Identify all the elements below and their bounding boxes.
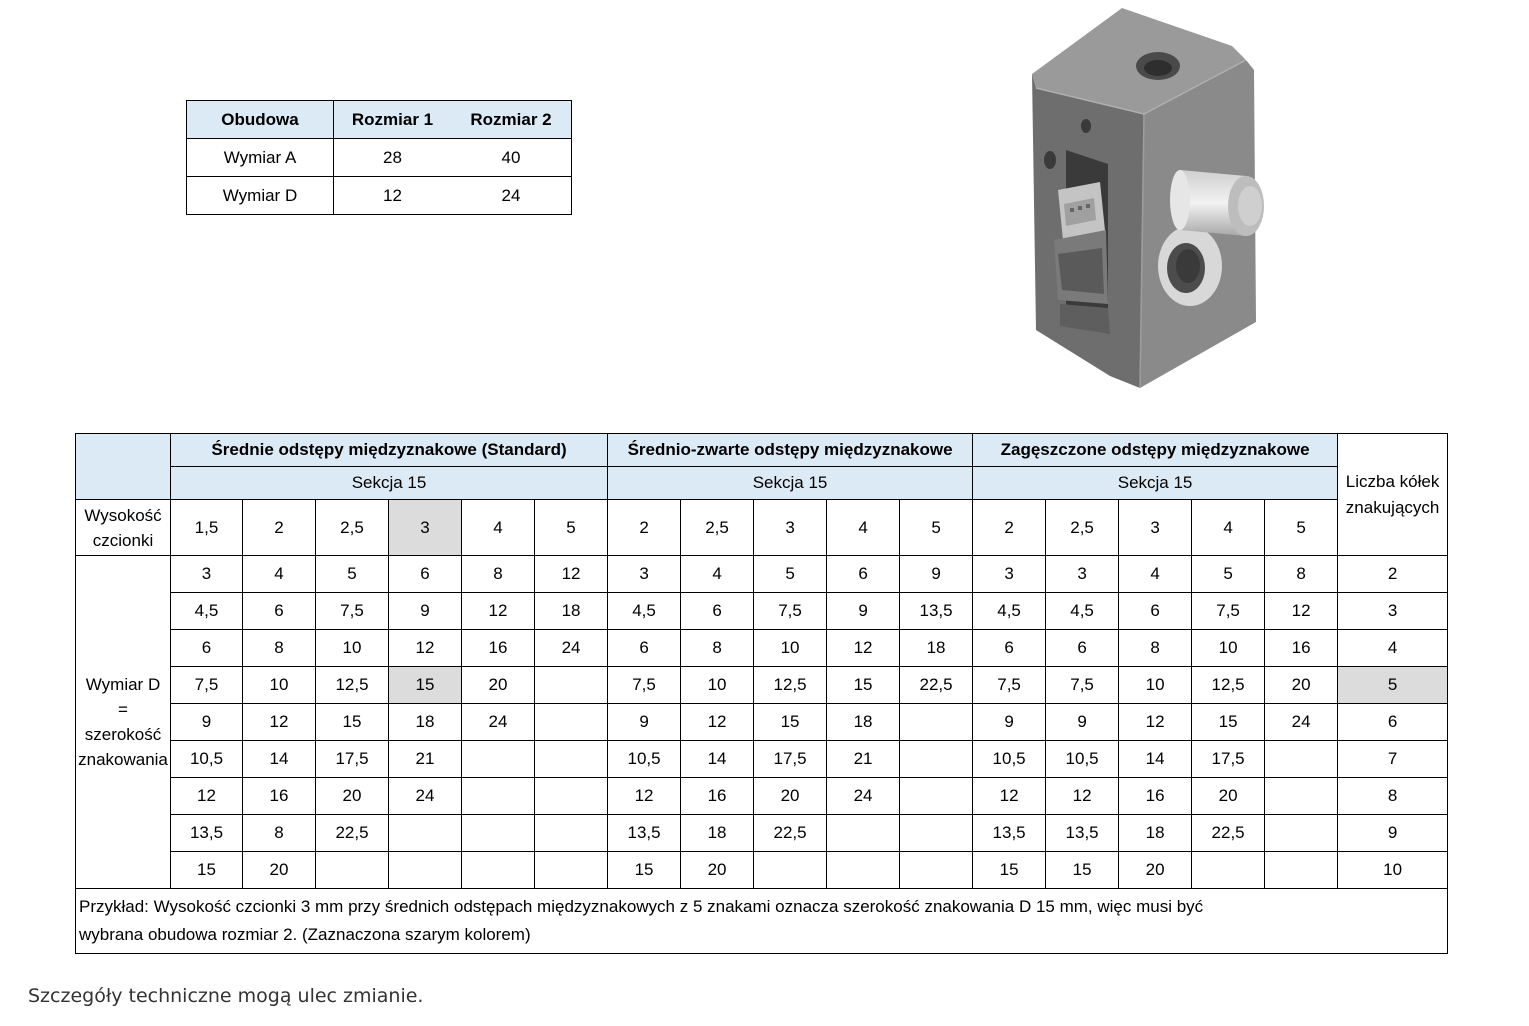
wheel-count-header-line: Liczba kółek xyxy=(1345,471,1440,491)
marking-width-cell: 4,5 xyxy=(171,593,243,630)
marking-width-label-line: = xyxy=(118,700,128,719)
marking-width-cell: 17,5 xyxy=(1192,741,1265,778)
marking-width-cell: 8 xyxy=(243,815,316,852)
wheel-count-header xyxy=(1338,434,1448,556)
marking-width-cell: 18 xyxy=(535,593,608,630)
marking-width-cell: 9 xyxy=(1046,704,1119,741)
marking-width-cell xyxy=(900,778,973,815)
marking-width-cell: 6 xyxy=(827,556,900,593)
font-height-cell: 2,5 xyxy=(316,500,389,556)
table-row xyxy=(76,704,1448,741)
marking-width-cell: 6 xyxy=(389,556,462,593)
marking-width-cell: 10,5 xyxy=(973,741,1046,778)
section-label: Sekcja 15 xyxy=(608,467,973,500)
marking-width-cell: 8 xyxy=(681,630,754,667)
housing-table-header-row xyxy=(187,101,572,139)
marking-width-cell: 15 xyxy=(973,852,1046,889)
group-title-medium-compact: Średnio-zwarte odstępy międzyznakowe xyxy=(608,434,973,467)
housing-cell: Wymiar D xyxy=(187,177,334,215)
marking-width-cell xyxy=(462,815,535,852)
table-row xyxy=(76,593,1448,630)
character-spacing-table xyxy=(75,433,1448,954)
marking-width-cell: 24 xyxy=(1265,704,1338,741)
marking-width-cell: 20 xyxy=(1192,778,1265,815)
marking-width-cell xyxy=(389,815,462,852)
marking-width-cell: 15 xyxy=(171,852,243,889)
marking-width-cell: 18 xyxy=(681,815,754,852)
marking-width-cell: 13,5 xyxy=(171,815,243,852)
group-title-compressed: Zagęszczone odstępy międzyznakowe xyxy=(973,434,1338,467)
font-height-row xyxy=(76,500,1448,556)
marking-width-cell: 13,5 xyxy=(973,815,1046,852)
marking-width-cell: 12,5 xyxy=(316,667,389,704)
marking-width-cell: 10 xyxy=(316,630,389,667)
marking-width-cell: 7,5 xyxy=(608,667,681,704)
housing-cell: 24 xyxy=(451,177,572,215)
marking-width-cell: 22,5 xyxy=(900,667,973,704)
marking-width-cell: 12 xyxy=(681,704,754,741)
marking-width-cell xyxy=(535,704,608,741)
marking-width-cell: 20 xyxy=(316,778,389,815)
marking-width-cell: 14 xyxy=(243,741,316,778)
marking-width-cell xyxy=(754,852,827,889)
marking-width-cell: 7,5 xyxy=(1046,667,1119,704)
marking-width-cell: 21 xyxy=(389,741,462,778)
marking-width-cell: 14 xyxy=(681,741,754,778)
section-label: Sekcja 15 xyxy=(973,467,1338,500)
marking-width-cell: 6 xyxy=(243,593,316,630)
marking-width-cell: 16 xyxy=(462,630,535,667)
marking-width-label-line: szerokość xyxy=(84,725,162,744)
example-note-line: wybrana obudowa rozmiar 2. (Zaznaczona szarym kolorem) xyxy=(79,925,531,944)
marking-width-cell xyxy=(1265,852,1338,889)
marking-width-label-line: Wymiar D xyxy=(85,675,161,694)
marking-width-cell xyxy=(535,741,608,778)
marking-width-cell: 6 xyxy=(171,630,243,667)
table-row xyxy=(76,852,1448,889)
marking-width-cell: 13,5 xyxy=(900,593,973,630)
font-height-cell: 2 xyxy=(243,500,316,556)
marking-width-cell: 22,5 xyxy=(754,815,827,852)
marking-width-cell: 10 xyxy=(754,630,827,667)
marking-width-cell xyxy=(535,852,608,889)
marking-width-cell: 20 xyxy=(681,852,754,889)
marking-width-cell: 24 xyxy=(535,630,608,667)
marking-width-cell: 15 xyxy=(1046,852,1119,889)
marking-width-cell: 15 xyxy=(389,667,462,704)
marking-width-cell: 9 xyxy=(171,704,243,741)
font-height-cell-highlighted: 3 xyxy=(389,500,462,556)
table-row xyxy=(76,556,1448,593)
font-height-cell: 5 xyxy=(900,500,973,556)
font-height-cell: 4 xyxy=(827,500,900,556)
housing-cell: 28 xyxy=(334,139,452,177)
marking-width-cell: 20 xyxy=(754,778,827,815)
marking-width-cell: 16 xyxy=(681,778,754,815)
marking-width-cell xyxy=(900,704,973,741)
marking-width-cell: 16 xyxy=(1265,630,1338,667)
marking-width-cell: 3 xyxy=(171,556,243,593)
marking-width-cell xyxy=(1192,852,1265,889)
marking-width-cell: 15 xyxy=(827,667,900,704)
marking-width-cell: 9 xyxy=(973,704,1046,741)
example-note xyxy=(76,889,1448,954)
marking-width-cell: 18 xyxy=(900,630,973,667)
marking-width-cell: 5 xyxy=(754,556,827,593)
font-height-cell: 2,5 xyxy=(681,500,754,556)
marking-width-cell: 5 xyxy=(1192,556,1265,593)
marking-width-cell xyxy=(1265,741,1338,778)
group-title-standard: Średnie odstępy międzyznakowe (Standard) xyxy=(171,434,608,467)
marking-width-cell: 10 xyxy=(243,667,316,704)
font-height-cell: 2 xyxy=(973,500,1046,556)
marking-width-cell: 6 xyxy=(1119,593,1192,630)
housing-cell: 40 xyxy=(451,139,572,177)
marking-width-cell: 15 xyxy=(316,704,389,741)
wheel-count-cell: 4 xyxy=(1338,630,1448,667)
marking-width-cell xyxy=(900,815,973,852)
housing-header-cell: Rozmiar 1 xyxy=(334,101,452,139)
marking-width-cell: 10,5 xyxy=(171,741,243,778)
marking-width-cell xyxy=(462,852,535,889)
font-height-cell: 2 xyxy=(608,500,681,556)
marking-width-cell: 14 xyxy=(1119,741,1192,778)
marking-width-cell xyxy=(827,815,900,852)
font-height-cell: 4 xyxy=(462,500,535,556)
marking-width-cell: 4 xyxy=(1119,556,1192,593)
marking-width-cell: 7,5 xyxy=(171,667,243,704)
font-height-cell: 5 xyxy=(535,500,608,556)
marking-width-cell: 8 xyxy=(1119,630,1192,667)
marking-width-cell: 6 xyxy=(681,593,754,630)
marking-width-cell: 9 xyxy=(389,593,462,630)
marking-width-cell: 15 xyxy=(754,704,827,741)
marking-width-cell: 4,5 xyxy=(1046,593,1119,630)
marking-width-cell: 5 xyxy=(316,556,389,593)
marking-width-cell: 3 xyxy=(973,556,1046,593)
example-row xyxy=(76,889,1448,954)
marking-width-cell: 6 xyxy=(1046,630,1119,667)
marking-width-cell: 16 xyxy=(243,778,316,815)
marking-width-cell: 9 xyxy=(827,593,900,630)
marking-width-cell xyxy=(462,741,535,778)
table-row xyxy=(76,815,1448,852)
housing-header-cell: Rozmiar 2 xyxy=(451,101,572,139)
marking-width-cell: 12 xyxy=(535,556,608,593)
marking-width-cell: 8 xyxy=(243,630,316,667)
marking-width-label xyxy=(76,556,171,889)
marking-width-cell: 18 xyxy=(827,704,900,741)
marking-width-label-line: znakowania xyxy=(78,750,168,769)
marking-width-cell xyxy=(900,852,973,889)
marking-width-cell: 12 xyxy=(389,630,462,667)
marking-width-cell: 17,5 xyxy=(316,741,389,778)
marking-width-cell: 21 xyxy=(827,741,900,778)
wheel-count-cell: 6 xyxy=(1338,704,1448,741)
marking-width-cell: 17,5 xyxy=(754,741,827,778)
marking-width-cell: 10,5 xyxy=(608,741,681,778)
corner-cell xyxy=(76,434,171,500)
marking-width-cell xyxy=(535,667,608,704)
marking-width-cell: 16 xyxy=(1119,778,1192,815)
font-height-cell: 1,5 xyxy=(171,500,243,556)
font-height-cell: 4 xyxy=(1192,500,1265,556)
marking-width-cell xyxy=(316,852,389,889)
marking-width-rows xyxy=(76,556,1448,889)
marking-width-cell: 10 xyxy=(1119,667,1192,704)
marking-width-cell xyxy=(1265,815,1338,852)
font-height-cell: 2,5 xyxy=(1046,500,1119,556)
marking-width-cell: 20 xyxy=(243,852,316,889)
marking-width-cell: 4,5 xyxy=(973,593,1046,630)
font-height-cell: 3 xyxy=(754,500,827,556)
marking-width-cell: 24 xyxy=(827,778,900,815)
marking-width-cell xyxy=(827,852,900,889)
marking-width-cell xyxy=(389,852,462,889)
housing-table-row xyxy=(187,177,572,215)
wheel-count-cell: 5 xyxy=(1338,667,1448,704)
wheel-count-cell: 8 xyxy=(1338,778,1448,815)
marking-width-cell: 9 xyxy=(900,556,973,593)
housing-table-row xyxy=(187,139,572,177)
font-height-label-line: Wysokość xyxy=(84,505,162,525)
wheel-count-cell: 3 xyxy=(1338,593,1448,630)
marking-width-cell: 20 xyxy=(1119,852,1192,889)
marking-width-cell xyxy=(462,778,535,815)
font-height-label xyxy=(76,500,171,556)
marking-width-cell: 12 xyxy=(171,778,243,815)
table-row xyxy=(76,667,1448,704)
footer-note: Szczegóły techniczne mogą ulec zmianie. xyxy=(28,985,424,1007)
marking-width-cell: 13,5 xyxy=(608,815,681,852)
marking-width-cell: 24 xyxy=(389,778,462,815)
housing-header-cell: Obudowa xyxy=(187,101,334,139)
marking-width-cell: 12,5 xyxy=(1192,667,1265,704)
marking-width-cell: 12 xyxy=(1119,704,1192,741)
marking-width-cell: 24 xyxy=(462,704,535,741)
wheel-count-cell: 2 xyxy=(1338,556,1448,593)
marking-width-cell: 4 xyxy=(243,556,316,593)
wheel-count-cell: 7 xyxy=(1338,741,1448,778)
marking-width-cell: 6 xyxy=(973,630,1046,667)
marking-width-cell xyxy=(535,778,608,815)
marking-width-cell: 3 xyxy=(1046,556,1119,593)
marking-width-cell: 8 xyxy=(1265,556,1338,593)
marking-width-cell: 10 xyxy=(681,667,754,704)
font-height-cell: 3 xyxy=(1119,500,1192,556)
marking-width-cell: 10 xyxy=(1192,630,1265,667)
marking-width-cell: 7,5 xyxy=(1192,593,1265,630)
marking-width-cell: 4 xyxy=(681,556,754,593)
marking-width-cell: 12 xyxy=(827,630,900,667)
marking-width-cell: 18 xyxy=(1119,815,1192,852)
marking-width-cell: 7,5 xyxy=(316,593,389,630)
wheel-count-cell: 10 xyxy=(1338,852,1448,889)
marking-width-cell: 22,5 xyxy=(1192,815,1265,852)
font-height-label-line: czcionki xyxy=(92,530,154,550)
marking-width-cell: 7,5 xyxy=(754,593,827,630)
marking-width-cell: 7,5 xyxy=(973,667,1046,704)
table-row xyxy=(76,630,1448,667)
marking-width-cell: 18 xyxy=(389,704,462,741)
housing-cell: Wymiar A xyxy=(187,139,334,177)
marking-width-cell: 3 xyxy=(608,556,681,593)
marking-width-cell: 22,5 xyxy=(316,815,389,852)
font-height-cell: 5 xyxy=(1265,500,1338,556)
table-row xyxy=(76,741,1448,778)
marking-width-cell: 12 xyxy=(608,778,681,815)
marking-width-cell: 12 xyxy=(1265,593,1338,630)
marking-width-cell: 6 xyxy=(608,630,681,667)
marking-width-cell: 13,5 xyxy=(1046,815,1119,852)
marking-width-cell: 12 xyxy=(973,778,1046,815)
marking-width-cell: 12,5 xyxy=(754,667,827,704)
marking-width-cell: 10,5 xyxy=(1046,741,1119,778)
marking-width-cell: 20 xyxy=(462,667,535,704)
group-title-row xyxy=(76,434,1448,467)
marking-width-cell: 12 xyxy=(243,704,316,741)
wheel-count-cell: 9 xyxy=(1338,815,1448,852)
marking-width-cell xyxy=(1265,778,1338,815)
marking-width-cell: 12 xyxy=(1046,778,1119,815)
marking-width-cell xyxy=(535,815,608,852)
section-label: Sekcja 15 xyxy=(171,467,608,500)
section-row xyxy=(76,467,1448,500)
wheel-count-header-line: znakujących xyxy=(1345,497,1440,517)
marking-width-cell: 8 xyxy=(462,556,535,593)
housing-size-table xyxy=(186,100,572,215)
marking-width-cell: 15 xyxy=(1192,704,1265,741)
marking-width-cell: 20 xyxy=(1265,667,1338,704)
marking-head-image xyxy=(1010,4,1295,394)
marking-width-cell xyxy=(900,741,973,778)
marking-width-cell: 15 xyxy=(608,852,681,889)
example-note-line: Przykład: Wysokość czcionki 3 mm przy średnich odstępach międzyznakowych z 5 znakami oznacza szerokość znakowania D 15 mm, więc musi być xyxy=(79,897,1204,916)
table-row xyxy=(76,778,1448,815)
housing-cell: 12 xyxy=(334,177,452,215)
marking-width-cell: 4,5 xyxy=(608,593,681,630)
marking-width-cell: 12 xyxy=(462,593,535,630)
marking-width-cell: 9 xyxy=(608,704,681,741)
